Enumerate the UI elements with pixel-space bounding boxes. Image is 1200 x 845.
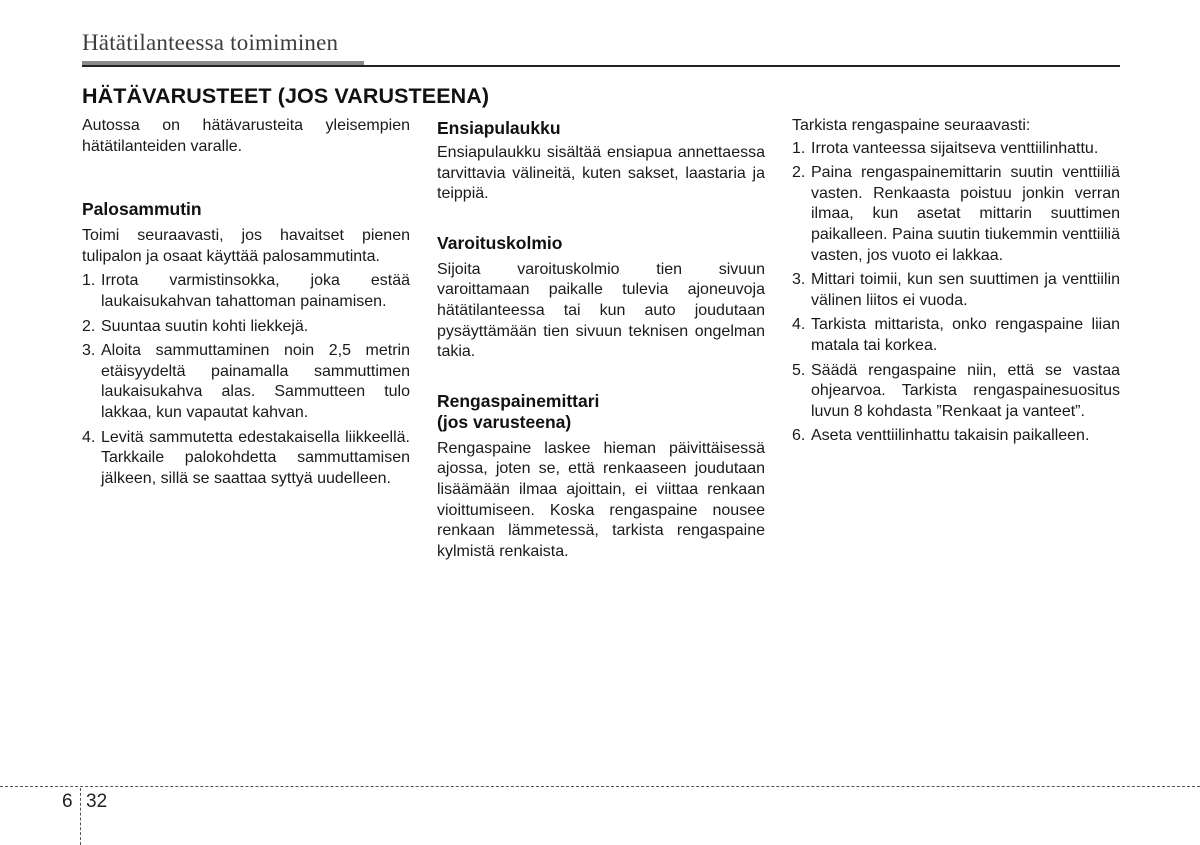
gauge-check-lead: Tarkista rengaspaine seuraavasti: xyxy=(792,117,1031,134)
list-item xyxy=(792,361,1120,423)
list-text: Levitä sammutetta edestakaisella liikkeellä. Tarkkaile palokohdetta sammuttamisen jälkeen, sillä se saattaa syttyä uudelleen. xyxy=(101,428,410,487)
page-number: 32 xyxy=(86,791,108,812)
list-number: 6. xyxy=(792,427,806,445)
footer-divider xyxy=(80,788,81,845)
list-text: Paina rengaspainemittarin suutin venttiiliä vasten. Renkaasta poistuu jonkin verran ilmaa, kun asetat mittarin suuttimen paikalleen. Paina suutin tiukemmin venttiiliä vasten, jos vuoto ei lakkaa. xyxy=(811,164,1120,264)
chapter-number: 6 xyxy=(62,791,73,812)
list-item xyxy=(792,270,1120,311)
first-aid-paragraph: Ensiapulaukku sisältää ensiapua annettaessa tarvittavia välineitä, kuten sakset, laastaria ja teippiä. xyxy=(437,144,765,203)
list-item xyxy=(792,163,1120,266)
header-rule xyxy=(82,65,1120,67)
triangle-paragraph: Sijoita varoituskolmio tien sivuun varoittamaan paikalle tulevia ajoneuvoja hätätilanteessa tai kun auto joudutaan pysäyttämään tien sivuun teknisen ongelman takia. xyxy=(437,260,765,361)
page-title: HÄTÄVARUSTEET (JOS VARUSTEENA) xyxy=(82,84,490,108)
extinguisher-lead: Toimi seuraavasti, jos havaitset pienen tulipalon ja osaat käyttää palosammutinta. xyxy=(82,227,410,265)
list-number: 3. xyxy=(82,342,96,360)
list-number: 4. xyxy=(792,316,806,334)
list-number: 5. xyxy=(792,361,806,379)
column-right xyxy=(792,116,1120,451)
column-left xyxy=(82,116,410,493)
list-text: Mittari toimii, kun sen suuttimen ja venttiilin välinen liitos ei vuoda. xyxy=(811,271,1120,309)
triangle-heading: Varoituskolmio xyxy=(437,232,563,253)
column-middle xyxy=(437,116,765,562)
list-text: Aloita sammuttaminen noin 2,5 metrin etäisyydeltä painamalla sammuttimen laukaisukahva alas. Sammutteen tulo lakkaa, kun vapautat kahvan. xyxy=(101,342,410,421)
footer-rule xyxy=(0,786,1200,787)
list-text: Tarkista mittarista, onko rengaspaine liian matala tai korkea. xyxy=(811,316,1120,354)
list-text: Säädä rengaspaine niin, että se vastaa ohjearvoa. Tarkista rengaspainesuositus luvun 8 kohdasta ”Renkaat ja vanteet”. xyxy=(811,361,1120,420)
list-item xyxy=(792,139,1120,160)
gauge-heading-line2: (jos varusteena) xyxy=(437,411,572,432)
extinguisher-steps xyxy=(82,271,410,489)
list-item xyxy=(82,428,410,490)
list-item xyxy=(82,341,410,423)
list-text: Irrota varmistinsokka, joka estää laukaisukahvan tahattoman painamisen. xyxy=(101,272,410,310)
list-text: Suuntaa suutin kohti liekkejä. xyxy=(101,317,309,335)
list-number: 4. xyxy=(82,428,96,446)
list-number: 3. xyxy=(792,271,806,289)
list-item xyxy=(82,271,410,312)
gauge-paragraph: Rengaspaine laskee hieman päivittäisessä ajossa, joten se, että renkaaseen joudutaan lisäämään ilmaa ajoittain, ei viittaa renkaan vioittumiseen. Koska rengaspaine nousee renkaan lämmetessä, tarkista rengaspaine kylmistä renkaista. xyxy=(437,439,765,560)
list-number: 2. xyxy=(792,164,806,182)
list-number: 1. xyxy=(82,272,96,290)
list-item xyxy=(792,315,1120,356)
extinguisher-heading: Palosammutin xyxy=(82,199,202,220)
list-number: 2. xyxy=(82,317,96,335)
list-text: Irrota vanteessa sijaitseva venttiilinhattu. xyxy=(811,139,1099,157)
list-item xyxy=(82,317,410,338)
gauge-heading xyxy=(437,391,765,433)
list-text: Aseta venttiilinhattu takaisin paikalleen. xyxy=(811,427,1090,445)
gauge-steps xyxy=(792,139,1120,447)
list-number: 1. xyxy=(792,139,806,157)
list-item xyxy=(792,426,1120,447)
first-aid-heading: Ensiapulaukku xyxy=(437,118,561,138)
intro-paragraph: Autossa on hätävarusteita yleisempien hätätilanteiden varalle. xyxy=(82,117,410,155)
section-header: Hätätilanteessa toimiminen xyxy=(82,30,339,55)
gauge-heading-line1: Rengaspainemittari xyxy=(437,390,600,411)
